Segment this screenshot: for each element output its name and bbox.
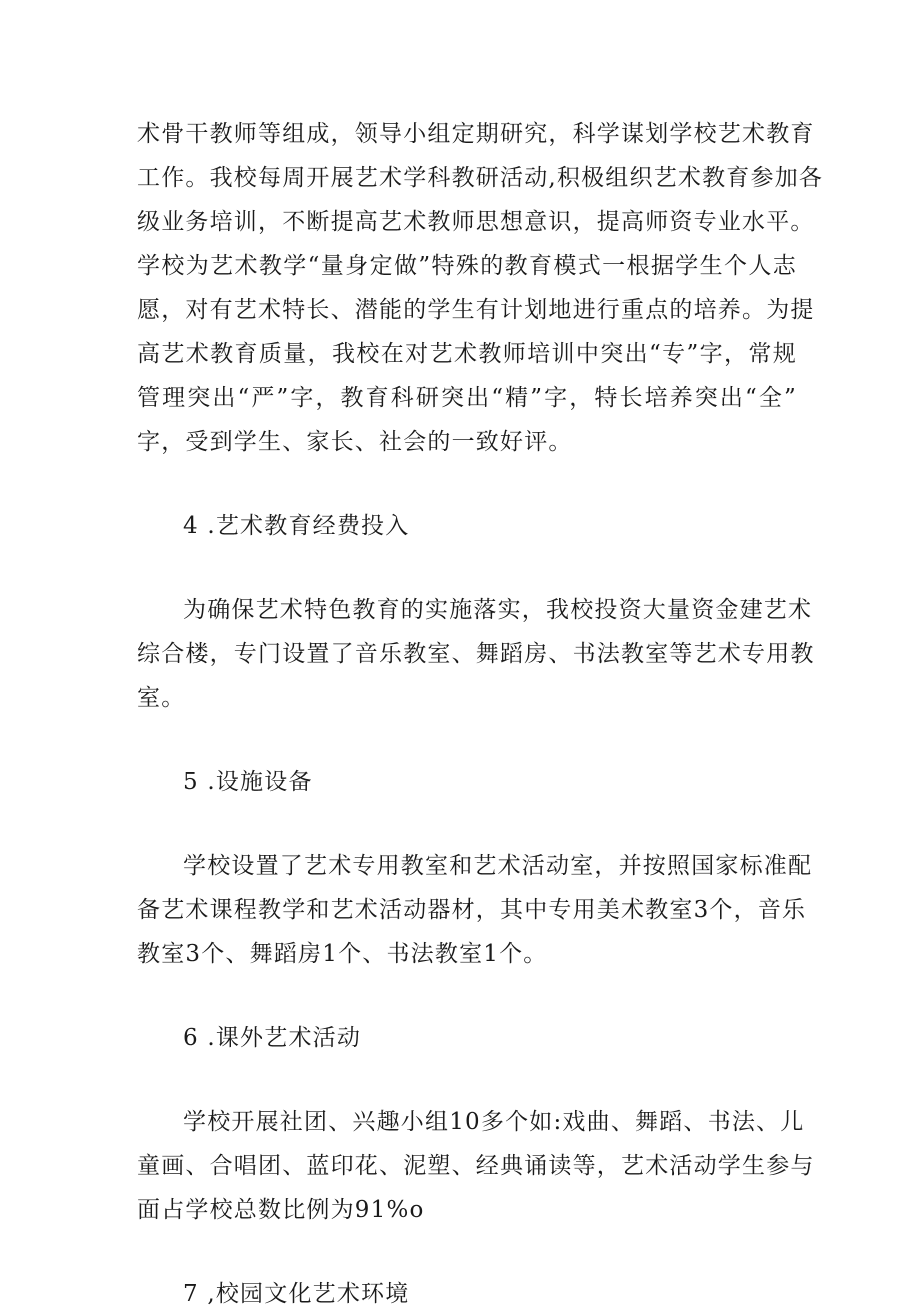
paragraph-line: 管理突出“严”字，教育科研突出“精”字，特长培养突出“全” [137,385,797,411]
paragraph-line: 备艺术课程教学和艺术活动器材，其中专用美术教室3个，音乐 [137,897,807,923]
paragraph-line: 级业务培训，不断提高艺术教师思想意识，提高师资专业水平。 [137,209,815,235]
document-body [137,112,824,1316]
paragraph-line: 工作。我校每周开展艺术学科教研活动,积极组织艺术教育参加各 [137,165,824,191]
paragraph-line: 学校开展社团、兴趣小组10多个如:戏曲、舞蹈、书法、儿 [183,1109,805,1135]
paragraph-line: 综合楼，专门设置了音乐教室、舞蹈房、书法教室等艺术专用教 [137,641,815,667]
paragraph-line: 室。 [137,685,186,711]
paragraph-line: 童画、合唱团、蓝印花、泥塑、经典诵读等，艺术活动学生参与 [137,1153,815,1179]
paragraph-line: 面占学校总数比例为91%o [137,1197,425,1223]
paragraph-line: 高艺术教育质量，我校在对艺术教师培训中突出“专”字，常规 [137,341,797,367]
paragraph-line: 教室3个、舞蹈房1个、书法教室1个。 [137,941,548,967]
section-heading-facilities: 5 .设施设备 [183,769,313,795]
paragraph-art-leadership [137,112,824,464]
paragraph-line: 学校为艺术教学“量身定做”特殊的教育模式一根据学生个人志 [137,253,797,279]
section-heading-activities: 6 .课外艺术活动 [183,1025,362,1051]
paragraph-line: 为确保艺术特色教育的实施落实，我校投资大量资金建艺术 [183,597,813,623]
section-heading-campus-culture: 7 ,校园文化艺术环境 [183,1281,410,1307]
paragraph-activities [137,1100,815,1232]
paragraph-line: 术骨干教师等组成，领导小组定期研究，科学谋划学校艺术教育 [137,121,815,147]
paragraph-line: 学校设置了艺术专用教室和艺术活动室，并按照国家标准配 [183,853,813,879]
paragraph-line: 字，受到学生、家长、社会的一致好评。 [137,429,573,455]
paragraph-line: 愿，对有艺术特长、潜能的学生有计划地进行重点的培养。为提 [137,297,815,323]
paragraph-funding [137,588,815,720]
paragraph-facilities [137,844,813,976]
section-heading-funding: 4 .艺术教育经费投入 [183,513,410,539]
